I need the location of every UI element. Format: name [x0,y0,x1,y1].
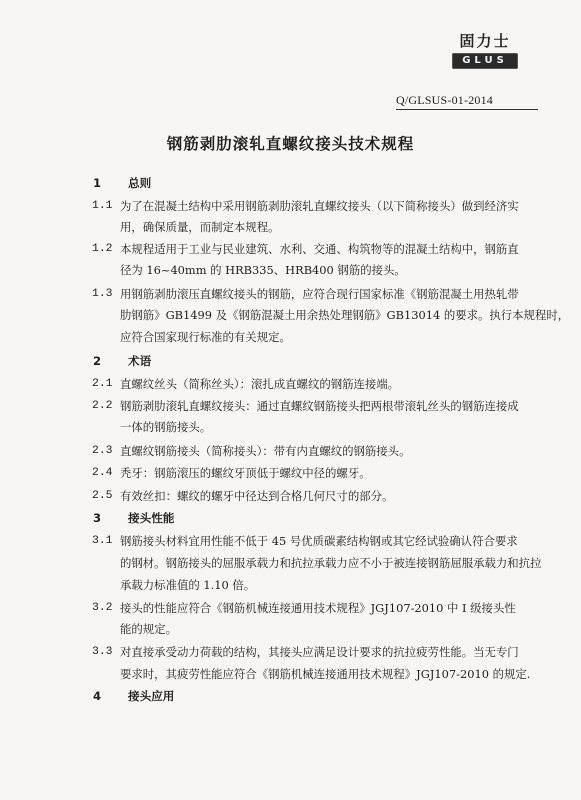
clause-line: 用钢筋剥肋滚压直螺纹接头的钢筋，应符合现行国家标准《钢筋混凝土用热轧带 [120,287,519,301]
clause-line: 秃牙：钢筋滚压的螺纹牙顶低于螺纹中径的螺牙。 [120,466,371,480]
clause-line: 对直接承受动力荷载的结构，其接头应满足设计要求的抗拉疲劳性能。当无专门 [120,645,519,659]
section-number: 1 [93,176,102,190]
section-heading: 接头应用 [128,689,175,703]
clause-number: 2.4 [92,467,113,479]
logo-english-text: GLUS [452,53,518,69]
clause-line: 直螺纹钢筋接头（简称接头）：带有内直螺纹的钢筋接头。 [120,444,411,458]
clause-line: 有效丝扣：螺纹的螺牙中径达到合格几何尺寸的部分。 [120,489,394,503]
clause-line: 承载力标准值的 1.10 倍。 [120,578,256,592]
clause-number: 3.3 [92,646,113,658]
clause-line: 钢筋接头材料宜用性能不低于 45 号优质碳素结构钢或其它经试验确认符合要求 [120,534,518,548]
clause-line: 要求时，其疲劳性能应符合《钢筋机械连接通用技术规程》JGJ107-2010 的规定. [120,667,531,681]
clause-line: 一体的钢筋接头。 [120,420,212,434]
clause-number: 1.1 [92,200,113,212]
clause-line: 肋钢筋》GB1499 及《钢筋混凝土用余热处理钢筋》GB13014 的要求。执行本规程时， [120,308,570,322]
clause-number: 3.2 [92,602,113,614]
clause-number: 2.1 [92,378,113,390]
clause-line: 本规程适用于工业与民业建筑、水利、交通、构筑物等的混凝土结构中，钢筋直 [120,242,519,256]
document-title: 钢筋剥肋滚轧直螺纹接头技术规程 [166,135,415,153]
clause-number: 3.1 [92,535,113,547]
section-number: 3 [93,511,102,525]
clause-line: 能的规定。 [120,622,177,636]
clause-line: 应符合国家现行标准的有关规定。 [120,330,291,344]
clause-line: 为了在混凝土结构中采用钢筋剥肋滚轧直螺纹接头（以下简称接头）做到经济实 [120,199,519,213]
logo-chinese-text: 固力士 [459,32,511,50]
clause-number: 2.5 [92,490,113,502]
document-number-underline [396,109,538,110]
clause-line: 直螺纹丝头（简称丝头）：滚扎成直螺纹的钢筋连接端。 [120,377,400,391]
clause-number: 1.2 [92,243,113,255]
clause-line: 径为 16~40mm 的 HRB335、HRB400 钢筋的接头。 [120,263,406,277]
section-heading: 接头性能 [128,511,175,525]
section-heading: 术语 [128,354,152,368]
clause-line: 钢筋剥肋滚轧直螺纹接头：通过直螺纹钢筋接头把两根带滚轧丝头的钢筋连接成 [120,399,519,413]
clause-number: 2.2 [92,400,113,412]
document-number: Q/GLSUS-01-2014 [396,93,494,107]
clause-line: 接头的性能应符合《钢筋机械连接通用技术规程》JGJ107-2010 中 I 级接头性 [120,601,516,615]
clause-number: 2.3 [92,445,113,457]
section-number: 4 [93,689,102,703]
clause-number: 1.3 [92,288,113,300]
clause-line: 的钢材。钢筋接头的屈服承载力和抗拉承载力应不小于被连接钢筋屈服承载力和抗拉 [120,556,542,570]
clause-line: 用，确保质量，而制定本规程。 [120,220,280,234]
section-number: 2 [93,354,102,368]
company-logo [446,30,524,69]
section-heading: 总则 [128,176,152,190]
